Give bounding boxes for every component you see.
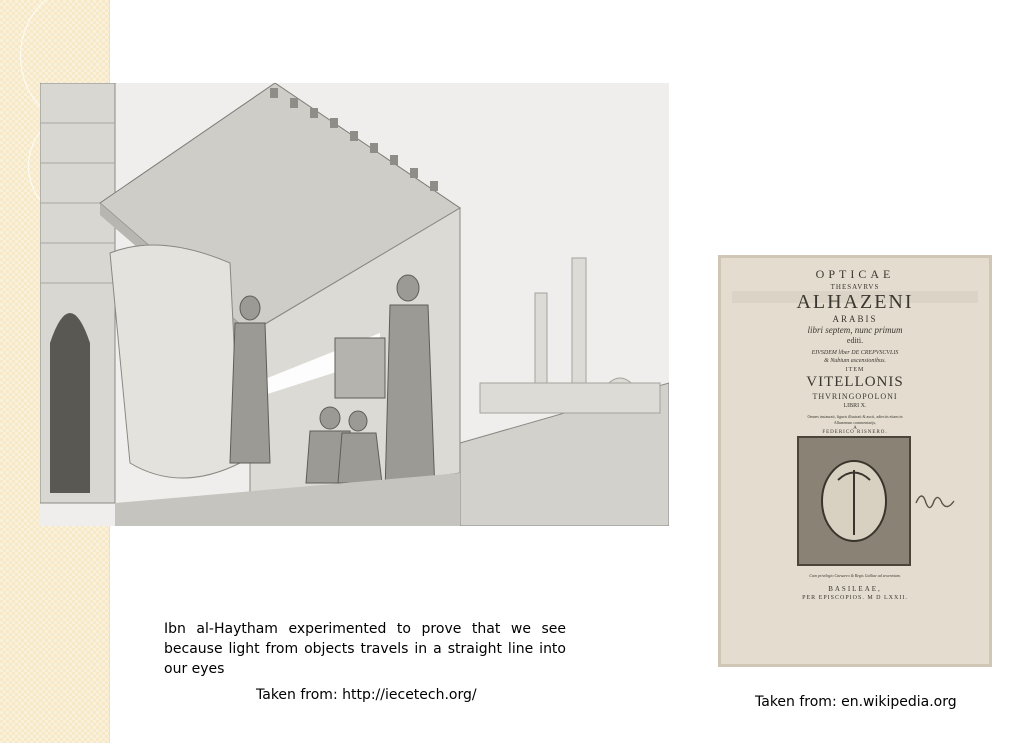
cover-line: libri septem, nunc primum xyxy=(807,325,903,335)
cover-line: ITEM xyxy=(845,367,865,373)
cover-line: Omnes instaurati, figuris illustrati & aucti, adiectis etiam in xyxy=(807,414,903,419)
cover-line: VITELLONIS xyxy=(806,374,904,390)
credit-left: Taken from: http://iecetech.org/ xyxy=(256,687,477,703)
cover-line: BASILEAE, xyxy=(828,585,882,593)
cover-line: OPTICAE xyxy=(815,267,895,281)
cover-line: Alhazenum commentarijs, xyxy=(833,420,877,425)
cover-line: editi. xyxy=(846,336,864,345)
cover-line: EIVSDEM liber DE CREPVSCVLIS xyxy=(811,350,899,356)
sketch-drawing xyxy=(40,83,669,526)
cover-line: & Nubium ascensionibus. xyxy=(824,358,886,364)
opticae-thesaurus-cover-image xyxy=(718,255,992,667)
slide-caption: Ibn al-Haytham experimented to prove that we see because light from objects travels in a straight line into our eyes xyxy=(164,621,566,677)
cover-line: THVRINGOPOLONI xyxy=(812,392,898,401)
cover-line: ARABIS xyxy=(832,314,878,324)
cover-title: ALHAZENI xyxy=(796,291,914,313)
cover-line: PER EPISCOPIOS. M D LXXII. xyxy=(802,595,908,601)
cover-line: THESAVRVS xyxy=(830,283,880,291)
cover-line: A xyxy=(853,426,857,431)
cover-line: Cum privilegio Caesareo & Regis Galliae ad sexennium. xyxy=(809,573,901,578)
camera-obscura-sketch-image xyxy=(40,83,669,526)
cover-line: FEDERICO RISNERO. xyxy=(822,430,888,435)
credit-right: Taken from: en.wikipedia.org xyxy=(755,694,957,710)
cover-line: LIBRI X. xyxy=(843,403,867,409)
